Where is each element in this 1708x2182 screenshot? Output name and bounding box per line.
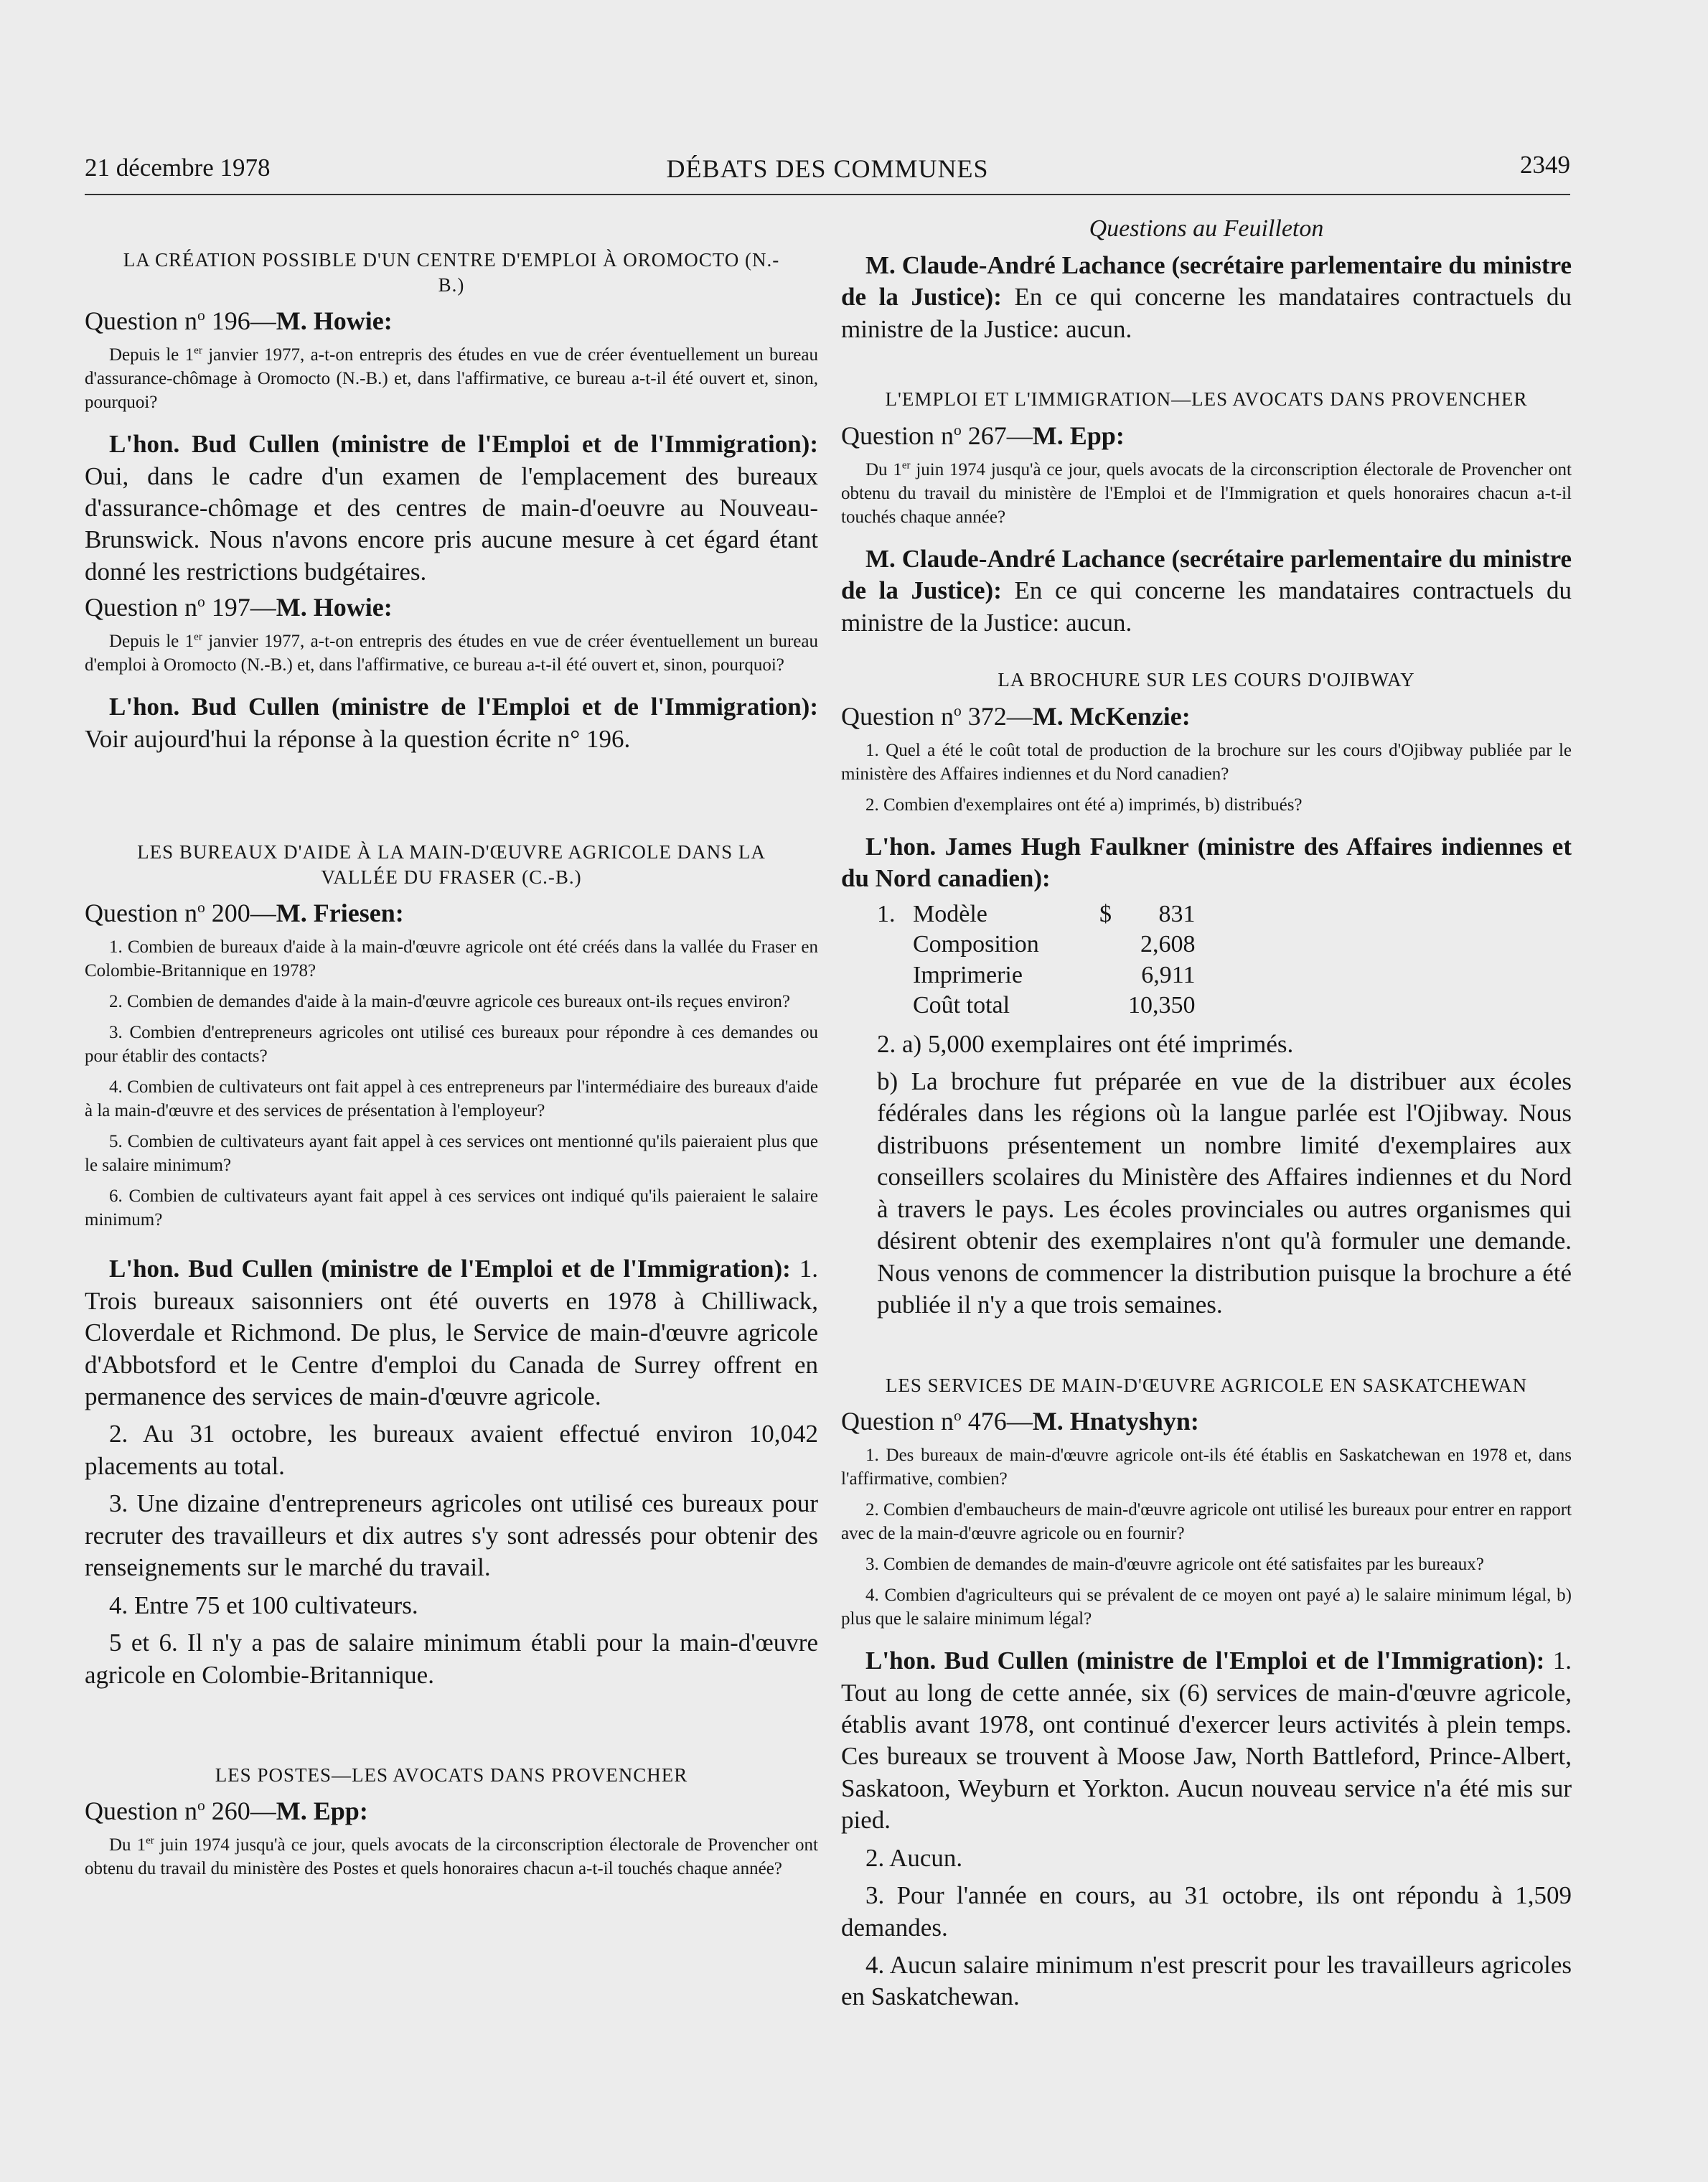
section-heading: LES BUREAUX D'AIDE À LA MAIN-D'ŒUVRE AGRICOLE DANS LA VALLÉE DU FRASER (C.-B.)	[137, 841, 766, 888]
answer-paragraph: 4. Aucun salaire minimum n'est prescrit pour les travailleurs agricoles en Saskatchewan.	[841, 1951, 1572, 2011]
answer-paragraph: 3. Une dizaine d'entrepreneurs agricoles ont utilisé ces bureaux pour recruter des travailleurs et dix autres s'y sont adressés pour obtenir des renseignements sur le marché du travail.	[85, 1489, 818, 1582]
question-item: 3. Combien d'entrepreneurs agricoles ont utilisé ces bureaux pour répondre à ces demandes ou pour établir des contacts?	[85, 1023, 818, 1067]
answer-paragraph: b) La brochure fut préparée en vue de la distribuer aux écoles fédérales dans les régions où la langue parlée est l'Ojibway. Nous distribuons présentement un nombre limité d'exemplaires aux conseillers scolaires du Ministère des Affaires indiennes et du Nord à travers le pays. Les écoles provinciales ou autres organismes qui désirent obtenir des exemplaires n'ont qu'à formuler une demande. Nous venons de commencer la distribution puisque la brochure a été publiée il n'y a que trois semaines.	[877, 1067, 1572, 1319]
question-200-line	[85, 898, 818, 928]
cost-currency	[1099, 960, 1128, 991]
answer-speaker: M. Claude-André Lachance (secrétaire parlementaire du ministre de la Justice):	[841, 251, 1572, 312]
cost-row	[877, 899, 1196, 930]
cost-num	[877, 960, 913, 991]
cost-amount: 831	[1158, 900, 1196, 927]
question-number: 197—	[205, 593, 276, 622]
answer-text: En ce qui concerne les mandataires contractuels du ministre de la Justice: aucun.	[841, 576, 1572, 637]
answer-paragraph: 2. Au 31 octobre, les bureaux avaient effectué environ 10,042 placements au total.	[85, 1420, 818, 1480]
question-member: M. Friesen:	[276, 899, 404, 928]
answer-text: Oui, dans le cadre d'un examen de l'emplacement des bureaux d'assurance-chômage et des centres de main-d'oeuvre au Nouveau-Brunswick. Nous n'avons encore pris aucune mesure à cet égard étant donné les restrictions budgétaires.	[85, 462, 818, 586]
answer-197	[85, 691, 818, 755]
question-item: 1. Combien de bureaux d'aide à la main-d'œuvre agricole ont été créés dans la vallée du Fraser en Colombie-Britannique en 1978?	[85, 937, 818, 981]
cost-currency	[1099, 930, 1128, 960]
running-subheading: Questions au Feuilleton	[1089, 215, 1324, 242]
cost-row	[877, 930, 1196, 960]
question-item: 2. Combien d'embaucheurs de main-d'œuvre agricole ont utilisé les bureaux pour entrer en rapport avec de la main-d'œuvre agricole ou en fournir?	[841, 1500, 1572, 1544]
question-member: M. Hnatyshyn:	[1032, 1407, 1199, 1436]
question-text-part: Du 1	[865, 459, 902, 479]
cost-row	[877, 991, 1196, 1021]
question-number: 372—	[961, 701, 1033, 731]
answer-paragraph: 2. a) 5,000 exemplaires ont été imprimés.	[877, 1029, 1294, 1058]
question-item: 2. Combien d'exemplaires ont été a) imprimés, b) distribués?	[865, 795, 1303, 815]
question-item: 5. Combien de cultivateurs ayant fait appel à ces services ont mentionné qu'ils paieraient plus que le salaire minimum?	[85, 1132, 818, 1176]
cost-row	[877, 960, 1196, 991]
question-sup: o	[197, 306, 205, 324]
question-label: Question n	[85, 1797, 197, 1826]
cost-amount: 2,608	[1140, 931, 1196, 958]
answer-paragraph: 2. Aucun.	[865, 1843, 963, 1872]
question-text-sup: er	[901, 459, 911, 472]
question-item: 1. Quel a été le coût total de production de la brochure sur les cours d'Ojibway publiée par le ministère des Affaires indiennes et du Nord canadien?	[841, 740, 1572, 784]
answer-372	[841, 831, 1572, 895]
answer-372-continued	[841, 1029, 1572, 1321]
answer-196	[85, 429, 818, 588]
answer-paragraph: 5 et 6. Il n'y a pas de salaire minimum établi pour la main-d'œuvre agricole en Colombie-Britannique.	[85, 1629, 818, 1689]
question-item: 4. Combien de cultivateurs ont fait appel à ces entrepreneurs par l'intermédiaire des bureaux d'aide à la main-d'œuvre et des services de présentation à l'employeur?	[85, 1077, 818, 1121]
question-267-line	[841, 421, 1572, 451]
answer-476	[841, 1645, 1572, 1837]
question-item: 4. Combien d'agriculteurs qui se prévalent de ce moyen ont payé a) le salaire minimum légal, b) plus que le salaire minimum légal?	[841, 1586, 1572, 1629]
question-372-line	[841, 701, 1572, 731]
cost-amount: 10,350	[1128, 992, 1196, 1019]
answer-speaker: L'hon. Bud Cullen (ministre de l'Emploi et de l'Immigration):	[109, 1255, 791, 1283]
cost-num	[877, 930, 913, 960]
cost-currency	[1099, 991, 1128, 1021]
right-column	[841, 215, 1572, 2018]
question-label: Question n	[85, 899, 197, 928]
cost-label: Imprimerie	[913, 961, 1023, 988]
question-text-part: janvier 1977, a-t-on entrepris des études en vue de créer éventuellement un bureau d'emploi à Oromocto (N.-B.) et, dans l'affirmative, ce bureau a-t-il été ouvert et, sinon, pourquoi?	[85, 632, 818, 675]
cost-label: Coût total	[913, 992, 1010, 1019]
question-text-sup: er	[194, 345, 202, 357]
running-head	[85, 151, 1570, 195]
question-label: Question n	[841, 421, 954, 450]
question-sup: o	[954, 1407, 962, 1425]
header-date: 21 décembre 1978	[85, 154, 271, 182]
question-text-part: Depuis le 1	[109, 632, 194, 652]
question-197-line	[85, 592, 818, 622]
cost-label: Composition	[913, 931, 1039, 958]
question-number: 260—	[205, 1797, 276, 1826]
answer-speaker: L'hon. Bud Cullen (ministre de l'Emploi et de l'Immigration):	[109, 693, 818, 721]
question-196-line	[85, 306, 818, 336]
question-label: Question n	[841, 701, 954, 731]
question-260-line	[85, 1796, 818, 1826]
question-sup: o	[197, 899, 205, 917]
answer-paragraph: 3. Pour l'année en cours, au 31 octobre, ils ont répondu à 1,509 demandes.	[841, 1881, 1572, 1942]
answer-267	[841, 543, 1572, 639]
cost-num	[877, 991, 913, 1021]
answer-text: En ce qui concerne les mandataires contractuels du ministre de la Justice: aucun.	[841, 283, 1572, 343]
answer-200	[85, 1253, 818, 1413]
question-item: 3. Combien de demandes de main-d'œuvre agricole ont été satisfaites par les bureaux?	[865, 1555, 1484, 1575]
question-197-text	[85, 629, 818, 677]
question-number: 196—	[205, 306, 276, 336]
question-text-part: Du 1	[109, 1835, 146, 1855]
question-476-line	[841, 1406, 1572, 1436]
question-text-sup: er	[146, 1835, 154, 1848]
question-text-sup: er	[194, 631, 202, 643]
question-267-text	[841, 458, 1572, 529]
answer-text: 1. Tout au long de cette année, six (6) services de main-d'œuvre agricole, établis avant 1978, ont continué d'exercer leurs activités à plein temps. Ces bureaux se trouvent à Moose Jaw, North Battleford, Prince-Albert, Saskatoon, Weyburn et Yorkton. Aucun nouveau service n'a été mis sur pied.	[841, 1647, 1572, 1835]
cost-amount: 6,911	[1141, 961, 1196, 988]
question-member: M. Howie:	[276, 593, 393, 622]
question-item: 1. Des bureaux de main-d'œuvre agricole ont-ils été établis en Saskatchewan en 1978 et, dans l'affirmative, combien?	[841, 1446, 1572, 1489]
cost-num: 1.	[877, 900, 896, 927]
section-heading: LES SERVICES DE MAIN-D'ŒUVRE AGRICOLE EN SASKATCHEWAN	[885, 1374, 1528, 1396]
question-member: M. Epp:	[276, 1797, 368, 1826]
question-item: 6. Combien de cultivateurs ayant fait appel à ces services ont indiqué qu'ils paieraient le salaire minimum?	[85, 1186, 818, 1230]
question-text-part: juin 1974 jusqu'à ce jour, quels avocats de la circonscription électorale de Provencher ont obtenu du travail du ministère des Postes et quels honoraires chacun a-t-il touchés chaque année?	[85, 1835, 818, 1879]
answer-speaker: M. Claude-André Lachance (secrétaire parlementaire du ministre de la Justice):	[841, 544, 1572, 605]
page-number: 2349	[1520, 151, 1570, 179]
question-text-part: juin 1974 jusqu'à ce jour, quels avocats de la circonscription électorale de Provencher ont obtenu du travail du ministère de l'Emploi et de l'Immigration et quels honoraires chacun a-t-il touchés chaque année?	[841, 459, 1572, 527]
question-text-part: Depuis le 1	[109, 345, 194, 365]
question-sup: o	[954, 701, 962, 719]
cost-table	[877, 899, 1196, 1021]
cost-label: Modèle	[913, 900, 987, 927]
answer-speaker: L'hon. Bud Cullen (ministre de l'Emploi et de l'Immigration):	[865, 1647, 1545, 1675]
question-number: 200—	[205, 899, 276, 928]
answer-260	[841, 250, 1572, 345]
cost-currency: $	[1099, 900, 1112, 927]
question-member: M. McKenzie:	[1032, 701, 1191, 731]
question-260-text	[85, 1833, 818, 1881]
question-number: 476—	[961, 1407, 1033, 1436]
question-label: Question n	[85, 593, 197, 622]
header-title: DÉBATS DES COMMUNES	[666, 154, 989, 183]
answer-text: Voir aujourd'hui la réponse à la question écrite n° 196.	[85, 724, 631, 753]
section-heading: LA BROCHURE SUR LES COURS D'OJIBWAY	[998, 669, 1415, 691]
question-label: Question n	[841, 1407, 954, 1436]
section-heading: LA CRÉATION POSSIBLE D'UN CENTRE D'EMPLOI À OROMOCTO (N.-B.)	[123, 249, 780, 296]
question-item: 2. Combien de demandes d'aide à la main-d'œuvre agricole ces bureaux ont-ils reçues environ?	[109, 992, 790, 1012]
answer-text: 1. Trois bureaux saisonniers ont été ouverts en 1978 à Chilliwack, Cloverdale et Richmond. De plus, le Service de main-d'œuvre agricole d'Abbotsford et le Centre d'emploi du Canada de Surrey offrent en permanence des services de main-d'œuvre agricole.	[85, 1255, 819, 1410]
section-heading: LES POSTES—LES AVOCATS DANS PROVENCHER	[215, 1764, 688, 1786]
left-column	[85, 215, 818, 1888]
question-label: Question n	[85, 306, 197, 336]
question-member: M. Howie:	[276, 306, 393, 336]
question-number: 267—	[961, 421, 1033, 450]
question-196-text	[85, 343, 818, 414]
answer-speaker: L'hon. Bud Cullen (ministre de l'Emploi et de l'Immigration):	[109, 430, 818, 459]
answer-paragraph: 4. Entre 75 et 100 cultivateurs.	[109, 1591, 418, 1619]
question-member: M. Epp:	[1032, 421, 1125, 450]
section-heading: L'EMPLOI ET L'IMMIGRATION—LES AVOCATS DANS PROVENCHER	[885, 388, 1528, 411]
question-text-part: janvier 1977, a-t-on entrepris des études en vue de créer éventuellement un bureau d'assurance-chômage à Oromocto (N.-B.) et, dans l'affirmative, ce bureau a-t-il été ouvert et, sinon, pourquoi?	[85, 345, 818, 413]
question-sup: o	[197, 1797, 205, 1815]
question-sup: o	[197, 593, 205, 611]
question-sup: o	[954, 421, 962, 439]
answer-speaker: L'hon. James Hugh Faulkner (ministre des Affaires indiennes et du Nord canadien):	[841, 832, 1572, 893]
